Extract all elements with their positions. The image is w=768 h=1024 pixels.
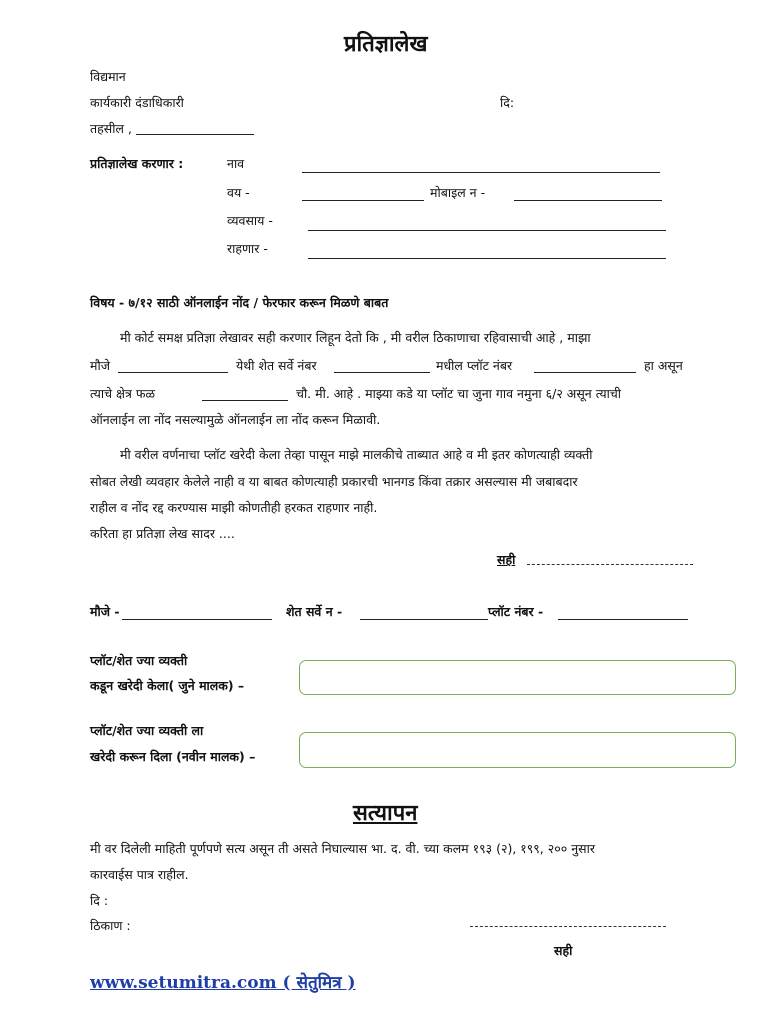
old-owner-label-1: प्लॉट/शेत ज्या व्यक्ती	[90, 653, 188, 668]
para1-area-label: त्याचे क्षेत्र फळ	[90, 386, 155, 401]
para1-mauje-blank[interactable]	[118, 372, 228, 373]
age-blank[interactable]	[302, 200, 424, 201]
name-label: नाव	[227, 156, 245, 171]
para1-plot-label: मधील प्लॉट नंबर	[436, 358, 513, 373]
property-survey-label: शेत सर्वे न -	[286, 604, 343, 619]
para1-area-blank[interactable]	[202, 400, 288, 401]
para1-mauje-label: मौजे	[90, 358, 110, 373]
document-title: प्रतिज्ञालेख	[344, 32, 428, 57]
name-blank[interactable]	[302, 172, 660, 173]
signature-label: सही	[497, 552, 516, 567]
para1-survey-label: येथी शेत सर्वे नंबर	[236, 358, 317, 373]
verification-heading: सत्यापन	[353, 801, 418, 826]
para2-line-1: मी वरील वर्णनाचा प्लॉट खरेदी केला तेव्हा पासून माझे मालकीचे ताब्यात आहे व मी इतर कोणत्याही व्यक्ती	[120, 447, 593, 462]
para1-plot-blank[interactable]	[534, 372, 636, 373]
verification-line-1: मी वर दिलेली माहिती पूर्णपणे सत्य असून ती असते निघाल्यास भा. द. वी. च्या कलम १९३ (२), १९९, २०० नुसार	[90, 841, 595, 856]
verification-place-label: ठिकाण :	[90, 918, 131, 933]
subject-line: विषय - ७/१२ साठी ऑनलाईन नोंद / फेरफार करून मिळणे बाबत	[90, 295, 389, 310]
new-owner-label-1: प्लॉट/शेत ज्या व्यक्ती ला	[90, 723, 204, 738]
para2-line-4: करिता हा प्रतिज्ञा लेख सादर ....	[90, 526, 235, 541]
age-label: वय -	[227, 185, 250, 200]
tehsil-blank[interactable]	[136, 134, 254, 135]
para2-line-2: सोबत लेखी व्यवहार केलेले नाही व या बाबत कोणत्याही प्रकारची भानगड किंवा तक्रार असल्यास मी जबाबदार	[90, 474, 578, 489]
date-label: दि:	[500, 95, 515, 110]
verification-signature-label: सही	[554, 943, 573, 958]
occupation-blank[interactable]	[308, 230, 666, 231]
property-plot-label: प्लॉट नंबर -	[488, 604, 544, 619]
old-owner-label-2: कडून खरेदी केला( जुने मालक) –	[90, 678, 245, 693]
addressee-line-3: तहसील ,	[90, 121, 132, 136]
mobile-label: मोबाइल न -	[430, 185, 486, 200]
property-plot-blank[interactable]	[558, 619, 688, 620]
verification-signature-blank[interactable]	[470, 926, 666, 927]
new-owner-label-2: खरेदी करून दिला (नवीन मालक) –	[90, 749, 256, 764]
website-link[interactable]: www.setumitra.com ( सेतुमित्र )	[90, 973, 356, 993]
para2-line-3: राहील व नोंद रद्द करण्यास माझी कोणतीही हरकत राहणार नाही.	[90, 500, 378, 515]
para1-line-2-end: हा असून	[644, 358, 683, 373]
deponent-heading: प्रतिज्ञालेख करणार :	[90, 156, 184, 171]
property-survey-blank[interactable]	[360, 619, 488, 620]
signature-blank[interactable]	[527, 564, 693, 565]
mobile-blank[interactable]	[514, 200, 662, 201]
para1-line-3: चौ. मी. आहे . माझ्या कडे या प्लॉट चा जुना गाव नमुना ६/२ असून त्याची	[296, 386, 621, 401]
occupation-label: व्यवसाय -	[227, 213, 273, 228]
residence-blank[interactable]	[308, 258, 666, 259]
para1-line-1: मी कोर्ट समक्ष प्रतिज्ञा लेखावर सही करणार लिहून देतो कि , मी वरील ठिकाणाचा रहिवासाची आहे , माझा	[120, 330, 591, 345]
property-mauje-blank[interactable]	[122, 619, 272, 620]
para1-line-4: ऑनलाईन ला नोंद नसल्यामुळे ऑनलाईन ला नोंद करून मिळावी.	[90, 412, 381, 427]
property-mauje-label: मौजे -	[90, 604, 120, 619]
addressee-line-2: कार्यकारी दंडाधिकारी	[90, 95, 184, 110]
old-owner-input-box[interactable]	[299, 660, 736, 695]
para1-survey-blank[interactable]	[334, 372, 430, 373]
verification-line-2: कारवाईस पात्र राहील.	[90, 867, 189, 882]
residence-label: राहणार -	[227, 241, 268, 256]
verification-date-label: दि :	[90, 893, 109, 908]
new-owner-input-box[interactable]	[299, 732, 736, 768]
addressee-line-1: विद्यमान	[90, 69, 126, 84]
